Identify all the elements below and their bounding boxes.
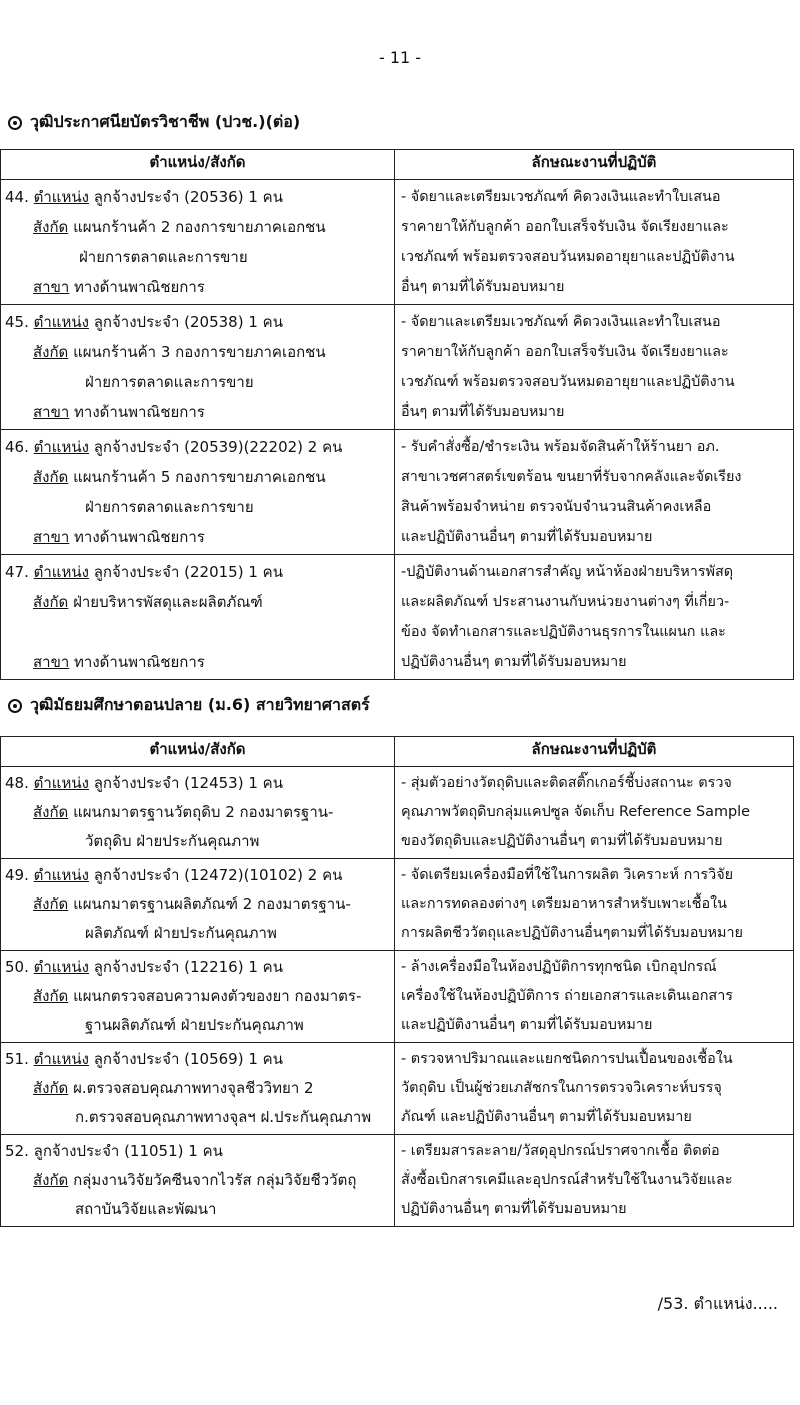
row-number: 50. (5, 958, 29, 976)
duty-line: -ปฏิบัติงานด้านเอกสารสำคัญ หน้าห้องฝ่ายบริหารพัสดุ (401, 564, 734, 580)
duty-line: ปฏิบัติงานอื่นๆ ตามที่ได้รับมอบหมาย (401, 1201, 627, 1217)
duties-cell (395, 1135, 794, 1227)
section-heading-vocational (8, 110, 300, 135)
duty-line: - จัดเตรียมเครื่องมือที่ใช้ในการผลิต วิเคราะห์ การวิจัย (401, 867, 734, 883)
section-heading-highschool (8, 693, 370, 718)
table-row (1, 555, 794, 680)
branch-text: ทางด้านพาณิชยการ (74, 403, 205, 421)
positions-table-vocational (0, 149, 794, 680)
affiliation-text: แผนกร้านค้า 3 กองการขายภาคเอกชน (73, 343, 326, 361)
duty-line: ข้อง จัดทำเอกสารและปฏิบัติงานธุรการในแผนก และ (401, 624, 726, 640)
position-label: ตำแหน่ง (33, 866, 89, 884)
affiliation-label: สังกัด (33, 1171, 69, 1189)
position-label: ตำแหน่ง (33, 774, 89, 792)
position-cell (1, 767, 395, 859)
affiliation-label: สังกัด (33, 895, 69, 913)
duty-line: สินค้าพร้อมจำหน่าย ตรวจนับจำนวนสินค้าคงเหลือ (401, 499, 712, 515)
duties-cell (395, 180, 794, 305)
continuation-note: /53. ตำแหน่ง..... (657, 1294, 778, 1313)
duty-line: ปฏิบัติงานอื่นๆ ตามที่ได้รับมอบหมาย (401, 654, 627, 670)
duty-line: - ตรวจหาปริมาณและแยกชนิดการปนเปื้อนของเชื้อใน (401, 1051, 733, 1067)
position-text: ลูกจ้างประจำ (11051) 1 คน (33, 1142, 223, 1160)
section-heading-text: วุฒิมัธยมศึกษาตอนปลาย (ม.6) สายวิทยาศาสตร์ (30, 695, 370, 714)
duties-cell (395, 430, 794, 555)
affiliation-label: สังกัด (33, 218, 69, 236)
duty-line: การผลิตชีววัตถุและปฏิบัติงานอื่นๆตามที่ได้รับมอบหมาย (401, 925, 743, 941)
table-row (1, 767, 794, 859)
duty-line: คุณภาพวัตถุดิบกลุ่มแคปซูล จัดเก็บ Reference Sample (401, 804, 750, 820)
affiliation-text: แผนกร้านค้า 2 กองการขายภาคเอกชน (73, 218, 326, 236)
position-text: ลูกจ้างประจำ (12472)(10102) 2 คน (93, 866, 343, 884)
position-text: ลูกจ้างประจำ (20538) 1 คน (93, 313, 283, 331)
affiliation-continued (5, 617, 390, 647)
row-number: 48. (5, 774, 29, 792)
affiliation-label: สังกัด (33, 593, 69, 611)
affiliation-text: กลุ่มงานวิจัยวัคซีนจากไวรัส กลุ่มวิจัยชีววัตถุ (73, 1171, 357, 1189)
affiliation-continued: ก.ตรวจสอบคุณภาพทางจุลฯ ฝ.ประกันคุณภาพ (75, 1108, 372, 1126)
affiliation-continued: ฝ่ายการตลาดและการขาย (79, 248, 248, 266)
duties-cell (395, 305, 794, 430)
affiliation-continued: ฐานผลิตภัณฑ์ ฝ่ายประกันคุณภาพ (85, 1016, 304, 1034)
position-label: ตำแหน่ง (33, 958, 89, 976)
duty-line: สั่งซื้อเบิกสารเคมีและอุปกรณ์สำหรับใช้ในงานวิจัยและ (401, 1172, 733, 1188)
duty-line: ของวัตถุดิบและปฏิบัติงานอื่นๆ ตามที่ได้รับมอบหมาย (401, 833, 723, 849)
duties-cell (395, 555, 794, 680)
table-row (1, 1135, 794, 1227)
affiliation-text: ฝ่ายบริหารพัสดุและผลิตภัณฑ์ (73, 593, 263, 611)
duty-line: และการทดลองต่างๆ เตรียมอาหารสำหรับเพาะเชื้อใน (401, 896, 727, 912)
duty-line: ราคายาให้กับลูกค้า ออกใบเสร็จรับเงิน จัดเรียงยาและ (401, 219, 729, 235)
position-label: ตำแหน่ง (33, 563, 89, 581)
duties-cell (395, 859, 794, 951)
row-number: 45. (5, 313, 29, 331)
duty-line: วัตถุดิบ เป็นผู้ช่วยเภสัชกรในการตรวจวิเคราะห์บรรจุ (401, 1080, 722, 1096)
position-text: ลูกจ้างประจำ (22015) 1 คน (93, 563, 283, 581)
row-number: 46. (5, 438, 29, 456)
table-row (1, 951, 794, 1043)
table-row (1, 859, 794, 951)
affiliation-continued: สถาบันวิจัยและพัฒนา (75, 1200, 217, 1218)
row-number: 47. (5, 563, 29, 581)
position-label: ตำแหน่ง (33, 313, 89, 331)
duty-line: เวชภัณฑ์ พร้อมตรวจสอบวันหมดอายุยาและปฏิบัติงาน (401, 374, 735, 390)
duty-line: เวชภัณฑ์ พร้อมตรวจสอบวันหมดอายุยาและปฏิบัติงาน (401, 249, 735, 265)
position-label: ตำแหน่ง (33, 188, 89, 206)
radio-bullet-icon (8, 699, 22, 713)
col-header-duties: ลักษณะงานที่ปฏิบัติ (395, 737, 794, 767)
row-number: 44. (5, 188, 29, 206)
duty-line: - จัดยาและเตรียมเวชภัณฑ์ คิดวงเงินและทำใบเสนอ (401, 189, 721, 205)
branch-label: สาขา (33, 653, 70, 671)
duty-line: และปฏิบัติงานอื่นๆ ตามที่ได้รับมอบหมาย (401, 1017, 653, 1033)
affiliation-label: สังกัด (33, 468, 69, 486)
duty-line: ภัณฑ์ และปฏิบัติงานอื่นๆ ตามที่ได้รับมอบหมาย (401, 1109, 692, 1125)
affiliation-continued: ฝ่ายการตลาดและการขาย (85, 498, 254, 516)
duty-line: - รับคำสั่งซื้อ/ชำระเงิน พร้อมจัดสินค้าให้ร้านยา อภ. (401, 439, 720, 455)
position-text: ลูกจ้างประจำ (20539)(22202) 2 คน (93, 438, 343, 456)
branch-text: ทางด้านพาณิชยการ (74, 653, 205, 671)
branch-label: สาขา (33, 403, 70, 421)
affiliation-continued: ฝ่ายการตลาดและการขาย (85, 373, 254, 391)
duties-cell (395, 1043, 794, 1135)
position-cell (1, 1043, 395, 1135)
position-cell (1, 305, 395, 430)
duty-line: อื่นๆ ตามที่ได้รับมอบหมาย (401, 404, 565, 420)
affiliation-text: ผ.ตรวจสอบคุณภาพทางจุลชีววิทยา 2 (73, 1079, 314, 1097)
position-text: ลูกจ้างประจำ (20536) 1 คน (93, 188, 283, 206)
duty-line: เครื่องใช้ในห้องปฏิบัติการ ถ่ายเอกสารและเดินเอกสาร (401, 988, 734, 1004)
positions-table-highschool (0, 736, 794, 1227)
position-text: ลูกจ้างประจำ (12453) 1 คน (93, 774, 283, 792)
position-cell (1, 555, 395, 680)
branch-label: สาขา (33, 278, 70, 296)
duty-line: และผลิตภัณฑ์ ประสานงานกับหน่วยงานต่างๆ ที่เกี่ยว- (401, 594, 730, 610)
table-row (1, 180, 794, 305)
position-cell (1, 430, 395, 555)
affiliation-continued: ผลิตภัณฑ์ ฝ่ายประกันคุณภาพ (85, 924, 277, 942)
row-number: 52. (5, 1142, 29, 1160)
branch-text: ทางด้านพาณิชยการ (74, 278, 205, 296)
branch-label: สาขา (33, 528, 70, 546)
col-header-duties: ลักษณะงานที่ปฏิบัติ (395, 150, 794, 180)
position-cell (1, 1135, 395, 1227)
position-cell (1, 951, 395, 1043)
col-header-position: ตำแหน่ง/สังกัด (1, 150, 395, 180)
duty-line: และปฏิบัติงานอื่นๆ ตามที่ได้รับมอบหมาย (401, 529, 653, 545)
duty-line: - จัดยาและเตรียมเวชภัณฑ์ คิดวงเงินและทำใบเสนอ (401, 314, 721, 330)
duty-line: ราคายาให้กับลูกค้า ออกใบเสร็จรับเงิน จัดเรียงยาและ (401, 344, 729, 360)
section-heading-text: วุฒิประกาศนียบัตรวิชาชีพ (ปวช.)(ต่อ) (30, 112, 301, 131)
affiliation-continued: วัตถุดิบ ฝ่ายประกันคุณภาพ (85, 832, 260, 850)
position-text: ลูกจ้างประจำ (12216) 1 คน (93, 958, 283, 976)
duty-line: - สุ่มตัวอย่างวัตถุดิบและติดสติ๊กเกอร์ชี้บ่งสถานะ ตรวจ (401, 775, 732, 791)
affiliation-text: แผนกมาตรฐานวัตถุดิบ 2 กองมาตรฐาน- (73, 803, 334, 821)
branch-text: ทางด้านพาณิชยการ (74, 528, 205, 546)
affiliation-label: สังกัด (33, 343, 69, 361)
affiliation-text: แผนกตรวจสอบความคงตัวของยา กองมาตร- (73, 987, 362, 1005)
affiliation-label: สังกัด (33, 1079, 69, 1097)
col-header-position: ตำแหน่ง/สังกัด (1, 737, 395, 767)
affiliation-text: แผนกมาตรฐานผลิตภัณฑ์ 2 กองมาตรฐาน- (73, 895, 351, 913)
table-row (1, 1043, 794, 1135)
affiliation-label: สังกัด (33, 803, 69, 821)
duty-line: - เตรียมสารละลาย/วัสดุอุปกรณ์ปราศจากเชื้อ ติดต่อ (401, 1143, 720, 1159)
duty-line: สาขาเวชศาสตร์เขตร้อน ขนยาที่รับจากคลังและจัดเรียง (401, 469, 742, 485)
position-label: ตำแหน่ง (33, 438, 89, 456)
radio-bullet-icon (8, 116, 22, 130)
page-number: - 11 - (378, 48, 422, 67)
table-row (1, 430, 794, 555)
affiliation-label: สังกัด (33, 987, 69, 1005)
duties-cell (395, 767, 794, 859)
duties-cell (395, 951, 794, 1043)
duty-line: - ล้างเครื่องมือในห้องปฏิบัติการทุกชนิด เบิกอุปกรณ์ (401, 959, 717, 975)
affiliation-text: แผนกร้านค้า 5 กองการขายภาคเอกชน (73, 468, 326, 486)
position-text: ลูกจ้างประจำ (10569) 1 คน (93, 1050, 283, 1068)
duty-line: อื่นๆ ตามที่ได้รับมอบหมาย (401, 279, 565, 295)
position-label: ตำแหน่ง (33, 1050, 89, 1068)
row-number: 49. (5, 866, 29, 884)
table-row (1, 305, 794, 430)
position-cell (1, 180, 395, 305)
row-number: 51. (5, 1050, 29, 1068)
position-cell (1, 859, 395, 951)
